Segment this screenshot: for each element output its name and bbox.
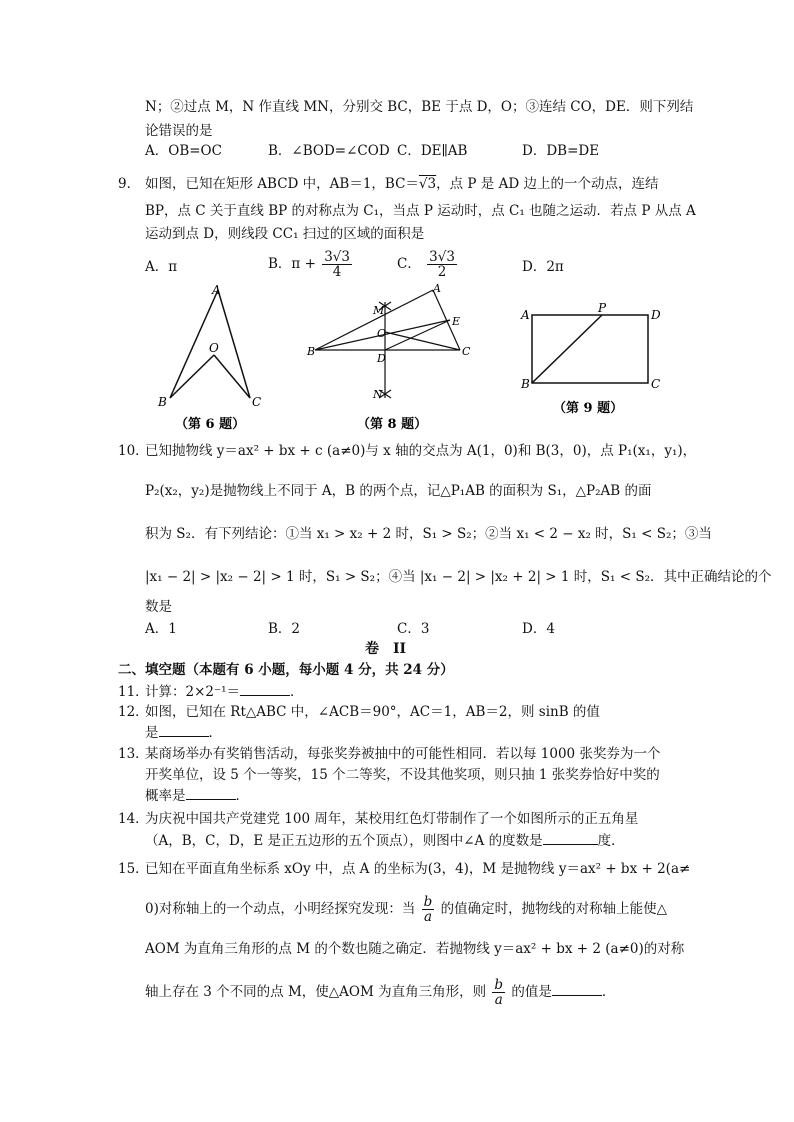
figure-9 [515, 300, 675, 420]
fig8-edge-oc [385, 332, 460, 350]
q12-line1: 如图，已知在 Rt△ABC 中，∠ACB＝90°，AC＝1，AB＝2，则 sinB 的值 [145, 704, 600, 720]
fig6-label-b: B [158, 395, 167, 409]
q11-answer-blank[interactable] [240, 683, 290, 696]
part-2-title: 卷 II [365, 641, 407, 657]
q13-line3: 概率是 ． [145, 788, 249, 804]
q10-option-b: B．2 [268, 621, 301, 637]
q13-answer-blank[interactable] [186, 787, 236, 800]
fig6-label-a: A [212, 283, 221, 297]
q10-line5: 数是 [145, 599, 172, 615]
q8-line1: N；②过点 M，N 作直线 MN，分别交 BC，BE 于点 D，O；③连结 CO，DE．则下列结 [145, 99, 694, 115]
figure-8 [305, 280, 490, 435]
q8-line2: 论错误的是 [145, 123, 213, 139]
q15-answer-blank[interactable] [552, 983, 602, 996]
fig9-rectangle [532, 315, 648, 383]
q14-line2: （A，B，C，D，E 是正五边形的五个顶点），则图中∠A 的度数是 度． [145, 833, 625, 849]
q12-line2: 是 ． [145, 725, 222, 741]
fig8-label-e: E [452, 315, 461, 328]
fig9-label-a: A [521, 308, 530, 322]
q14-number: 14． [118, 811, 149, 827]
fig8-label-o: O [377, 327, 387, 340]
q12-answer-blank[interactable] [159, 724, 209, 737]
fig6-label-o: O [209, 341, 219, 355]
q9-option-a: A．π [145, 259, 178, 275]
q15-number: 15． [118, 861, 149, 877]
q13-number: 13． [118, 746, 149, 762]
q9-number: 9． [118, 176, 141, 192]
q10-line3: 积为 S₂．有下列结论：①当 x₁ > x₂ + 2 时，S₁ > S₂；②当 x₁ < 2 − x₂ 时，S₁ < S₂；③当 [145, 526, 712, 542]
q15-line4: 轴上存在 3 个不同的点 M，使△AOM 为直角三角形，则 $\frac{b}{a}$ 的值是 ． [145, 977, 616, 1008]
q9-option-b: B．π + $\frac{3√3}{4}$ [268, 249, 350, 280]
q8-option-d: D．DB=DE [522, 143, 600, 159]
q15-line2: 0)对称轴上的一个动点，小明经探究发现：当 $\frac{b}{a}$ 的值确定时，抛物线的对称轴上能使△ [145, 894, 667, 925]
q10-option-a: A．1 [145, 621, 177, 637]
fig6-caption: （第 6 题） [175, 417, 246, 432]
fig8-label-n: N [373, 388, 383, 401]
q9-line2: BP，点 C 关于直线 BP 的对称点为 C₁，当点 P 运动时，点 C₁ 也随之运动．若点 P 从点 A [145, 203, 696, 219]
fig8-label-a: A [433, 282, 441, 295]
q15-line1: 已知在平面直角坐标系 xOy 中，点 A 的坐标为(3，4)，M 是抛物线 y＝ax² + bx + 2(a≠ [145, 861, 691, 877]
q10-line2: P₂(x₂，y₂)是抛物线上不同于 A，B 的两个点，记△P₁AB 的面积为 S₁，△P₂AB 的面 [145, 483, 652, 499]
q11-number: 11． [118, 684, 149, 700]
fig6-edge-co [214, 355, 250, 398]
q8-option-a: A．OB=OC [145, 143, 222, 159]
fig9-label-d: D [651, 308, 661, 322]
fig9-label-p: P [598, 301, 607, 315]
figure-6 [150, 280, 280, 435]
section-2-heading: 二、填空题（本题有 6 小题，每小题 4 分，共 24 分） [118, 662, 454, 678]
q10-line1: 已知抛物线 y＝ax² + bx + c (a≠0)与 x 轴的交点为 A(1，0)和 B(3，0)，点 P₁(x₁，y₁)， [145, 443, 697, 459]
q10-option-d: D．4 [522, 621, 555, 637]
q9-option-c: C． $\frac{3√3}{2}$ [397, 249, 455, 280]
fig9-label-c: C [651, 377, 661, 391]
q15-line3: AOM 为直角三角形的点 M 的个数也随之确定．若抛物线 y＝ax² + bx + 2 (a≠0)的对称 [145, 941, 685, 957]
fig8-label-m: M [373, 304, 385, 317]
fig8-label-c: C [462, 345, 471, 358]
q12-number: 12． [118, 704, 149, 720]
fig6-label-c: C [252, 395, 262, 409]
q10-line4: |x₁ − 2| > |x₂ − 2| > 1 时，S₁ > S₂；④当 |x₁ − 2| > |x₂ + 2| > 1 时，S₁ < S₂．其中正确结论的个 [145, 569, 772, 585]
fig8-label-b: B [307, 345, 316, 358]
q9-line3: 运动到点 D，则线段 CC₁ 扫过的区域的面积是 [145, 226, 425, 242]
q9-line1: 如图，已知在矩形 ABCD 中，AB＝1，BC＝√3，点 P 是 AD 边上的一个动点，连结 [145, 176, 659, 192]
q8-option-c: C．DE∥AB [397, 143, 468, 159]
fig9-segment-bp [532, 315, 602, 383]
q14-answer-blank[interactable] [543, 832, 598, 845]
q9-option-d: D．2π [522, 259, 564, 275]
fig6-edge-bo [170, 355, 214, 398]
q10-number: 10． [118, 443, 149, 459]
q13-line1: 某商场举办有奖销售活动，每张奖券被抽中的可能性相同．若以每 1000 张奖券为一个 [145, 746, 661, 762]
fig8-edge-ba [315, 290, 433, 350]
fig8-caption: （第 8 题） [357, 417, 428, 432]
fig9-caption: （第 9 题） [553, 401, 624, 416]
q13-line2: 开奖单位，设 5 个一等奖，15 个二等奖，不设其他奖项，则只抽 1 张奖券恰好中奖的 [145, 767, 660, 783]
q8-option-b: B．∠BOD=∠COD [268, 143, 390, 159]
fig9-label-b: B [521, 377, 530, 391]
q14-line1: 为庆祝中国共产党建党 100 周年，某校用红色灯带制作了一个如图所示的正五角星 [145, 811, 639, 827]
q10-option-c: C．3 [397, 621, 430, 637]
fig6-edge-ac [218, 290, 250, 398]
q11-text: 计算：2×2⁻¹＝ ． [145, 684, 304, 700]
fig8-label-d: D [377, 352, 386, 365]
